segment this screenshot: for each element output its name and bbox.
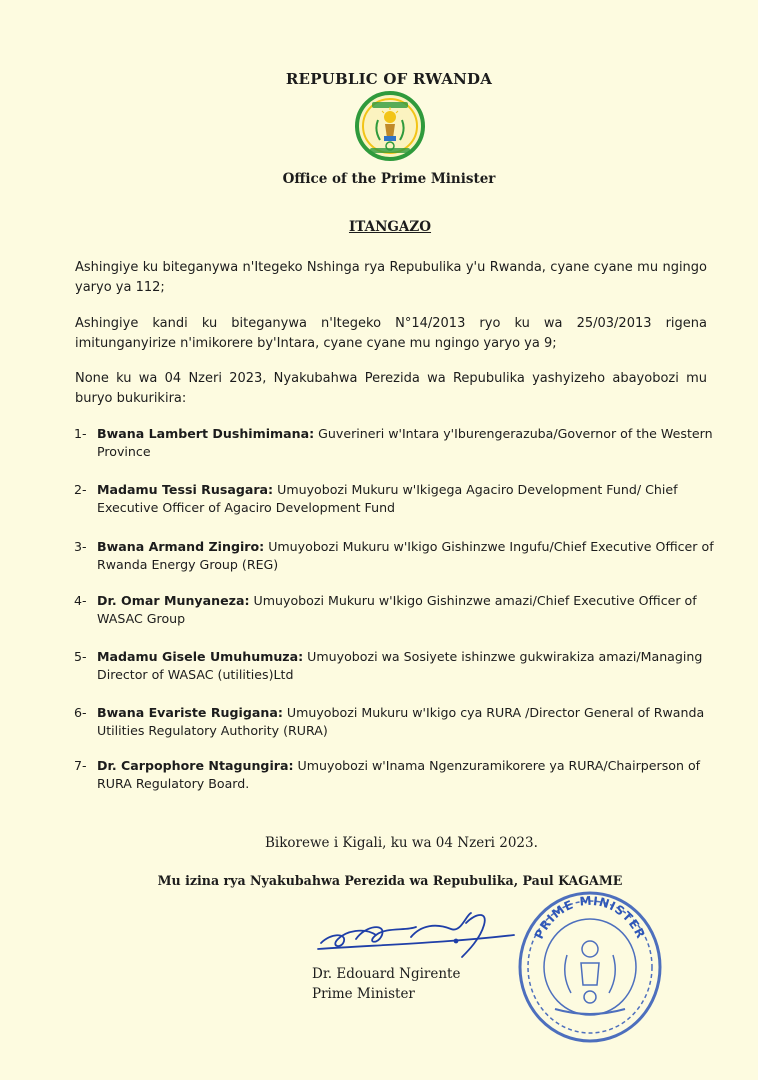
list-item <box>74 481 714 517</box>
list-item-number: 4- <box>74 593 87 608</box>
list-item-number: 5- <box>74 649 87 664</box>
list-item <box>74 538 714 574</box>
list-item-number: 2- <box>74 482 87 497</box>
appointee-role: Umuyobozi Mukuru w'Ikigo cya RURA /Director General of Rwanda Utilities Regulatory Authority (RURA) <box>97 705 705 738</box>
list-item-number: 3- <box>74 539 87 554</box>
rwanda-emblem-icon <box>354 90 426 162</box>
appointee-role: Umuyobozi w'Inama Ngenzuramikorere ya RURA/Chairperson of RURA Regulatory Board. <box>97 758 701 791</box>
list-item-number: 7- <box>74 758 87 773</box>
svg-text:PRIME MINISTER: PRIME MINISTER <box>531 893 649 942</box>
signer-name: Dr. Edouard Ngirente <box>312 966 461 982</box>
list-item-number: 6- <box>74 705 87 720</box>
list-item <box>74 592 714 628</box>
appointee-role: Umuyobozi Mukuru w'Ikigega Agaciro Development Fund/ Chief Executive Officer of Agaciro Development Fund <box>97 482 678 515</box>
list-item <box>74 425 714 461</box>
appointee-role: Umuyobozi wa Sosiyete ishinzwe gukwirakiza amazi/Managing Director of WASAC (utilities)Ltd <box>97 649 703 682</box>
preamble-paragraph-3: None ku wa 04 Nzeri 2023, Nyakubahwa Perezida wa Repubulika yashyizeho abayobozi mu buryo bukurikira: <box>75 371 707 406</box>
appointee-name: Madamu Gisele Umuhumuza: <box>97 649 304 664</box>
country-title: REPUBLIC OF RWANDA <box>285 70 493 88</box>
appointee-name: Madamu Tessi Rusagara: <box>97 482 274 497</box>
official-seal-icon <box>515 885 665 1045</box>
appointee-role: Umuyobozi Mukuru w'Ikigo Gishinzwe amazi/Chief Executive Officer of WASAC Group <box>97 593 697 626</box>
signer-title: Prime Minister <box>312 986 415 1002</box>
appointee-role: Umuyobozi Mukuru w'Ikigo Gishinzwe Ingufu/Chief Executive Officer of Rwanda Energy Group (REG) <box>97 539 714 572</box>
appointee-name: Bwana Lambert Dushimimana: <box>97 426 315 441</box>
list-item <box>74 704 714 740</box>
on-behalf-line: Mu izina rya Nyakubahwa Perezida wa Repubulika, Paul KAGAME <box>157 873 623 888</box>
appointee-name: Dr. Omar Munyaneza: <box>97 593 250 608</box>
appointee-role: Guverineri w'Intara y'Iburengerazuba/Governor of the Western Province <box>97 426 713 459</box>
preamble-paragraph-1: Ashingiye ku biteganywa n'Itegeko Nshinga rya Repubulika y'u Rwanda, cyane cyane mu ngingo yaryo ya 112; <box>75 260 707 295</box>
appointee-name: Dr. Carpophore Ntagungira: <box>97 758 294 773</box>
list-item-number: 1- <box>74 426 87 441</box>
place-and-date: Bikorewe i Kigali, ku wa 04 Nzeri 2023. <box>265 835 538 851</box>
appointee-name: Bwana Armand Zingiro: <box>97 539 265 554</box>
preamble-paragraph-2: Ashingiye kandi ku biteganywa n'Itegeko N°14/2013 ryo ku wa 25/03/2013 rigena imitunganyirize n'imikorere by'Intara, cyane cyane mu ngingo yaryo ya 9; <box>75 316 707 351</box>
office-name: Office of the Prime Minister <box>282 171 496 187</box>
appointee-name: Bwana Evariste Rugigana: <box>97 705 283 720</box>
signer-block <box>312 964 460 1004</box>
signature-icon <box>316 905 516 960</box>
document-heading: ITANGAZO <box>348 219 432 235</box>
list-item <box>74 648 714 684</box>
list-item <box>74 757 714 793</box>
